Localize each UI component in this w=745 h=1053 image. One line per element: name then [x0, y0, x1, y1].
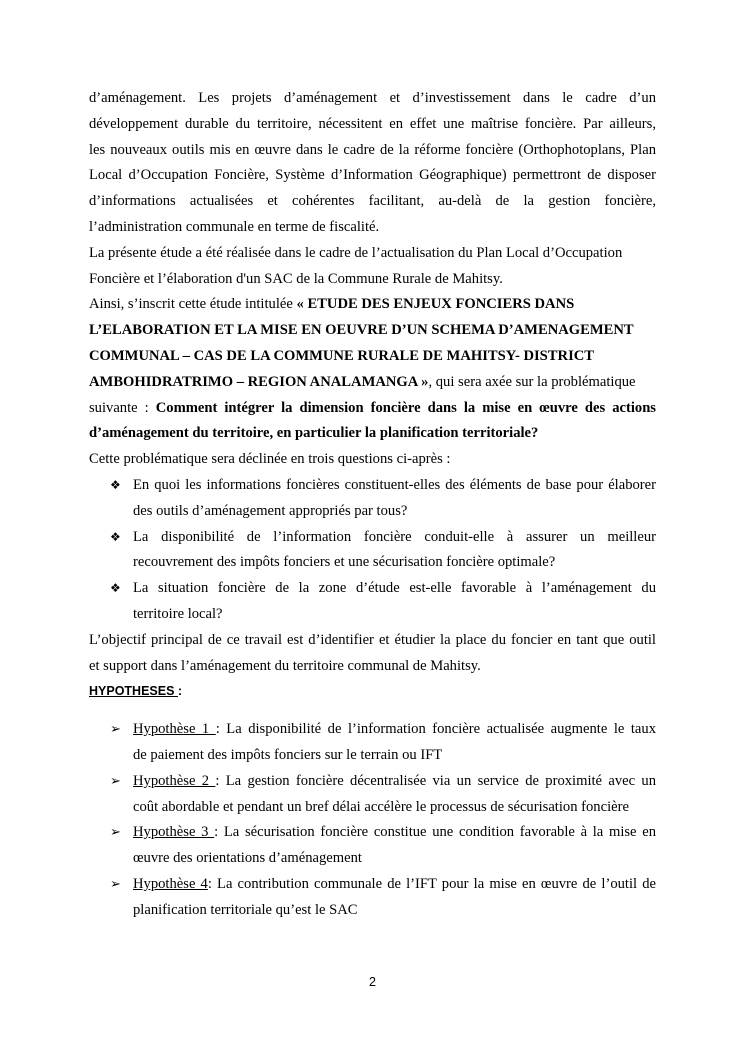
text-line: [89, 525, 656, 551]
hypothesis-label: Hypothèse 1: [133, 721, 216, 738]
text-line: [89, 872, 656, 898]
hypothesis-text: : La gestion foncière décentralisée via un service de proximité avec un: [215, 772, 656, 789]
paragraph-title: [89, 292, 656, 447]
arrow-bullet-icon: ➢: [110, 722, 121, 738]
question-text: La situation foncière de la zone d’étude est-elle favorable à l’aménagement du: [133, 580, 656, 597]
arrow-bullet-icon: ➢: [110, 825, 121, 841]
diamond-bullet-icon: ❖: [110, 477, 121, 492]
text-line: planification territoriale qu’est le SAC: [133, 901, 358, 918]
list-item: [89, 525, 656, 577]
list-item: [89, 473, 656, 525]
list-item: [89, 576, 656, 628]
text-line: territoire local?: [133, 605, 223, 622]
hypotheses-heading-suffix: :: [177, 684, 183, 699]
text-line: Foncière et l’élaboration d'un SAC de la Commune Rurale de Mahitsy.: [89, 270, 503, 287]
paragraph-objective: [89, 628, 656, 680]
text-line: [89, 370, 656, 396]
arrow-bullet-icon: ➢: [110, 773, 121, 789]
text-line: [89, 473, 656, 499]
study-title: AMBOHIDRATRIMO – REGION ANALAMANGA »: [89, 373, 429, 390]
page-number: 2: [369, 975, 376, 989]
hypothesis-text: : La contribution communale de l’IFT pour la mise en œuvre de l’outil de: [207, 875, 656, 892]
title-lead: Ainsi, s’inscrit cette étude intitulée: [89, 296, 297, 313]
text-line: Local d’Occupation Foncière, Système d’Information Géographique) permettront de disposer: [89, 167, 656, 184]
text-line: [89, 820, 656, 846]
problem-lead: suivante :: [89, 399, 156, 416]
text-line: [89, 769, 656, 795]
study-title: « ETUDE DES ENJEUX FONCIERS DANS: [296, 296, 575, 313]
question-text: La disponibilité de l’information foncière conduit-elle à assurer un meilleur: [133, 528, 656, 545]
text-line: [89, 576, 656, 602]
spacer: [89, 705, 656, 717]
study-title: L’ELABORATION ET LA MISE EN OEUVRE D’UN SCHEMA D’AMENAGEMENT: [89, 322, 634, 339]
paragraph-study: [89, 241, 656, 293]
hypothesis-label: Hypothèse 2: [133, 772, 216, 789]
text-line: [89, 396, 656, 422]
arrow-bullet-icon: ➢: [110, 876, 121, 892]
text-line: œuvre des orientations d’aménagement: [133, 850, 362, 867]
list-item: [89, 717, 656, 769]
hypothesis-text: : La sécurisation foncière constitue une condition favorable à la mise en: [214, 824, 656, 841]
hypotheses-list: [89, 717, 656, 923]
paragraph-intro: [89, 86, 656, 241]
list-item: [89, 769, 656, 821]
text-line: [89, 717, 656, 743]
text-line: d’aménagement. Les projets d’aménagement et d’investissement dans le cadre d’un: [89, 90, 656, 106]
hypotheses-heading: [89, 679, 656, 705]
question-text: En quoi les informations foncières constituent-elles des éléments de base pour élaborer: [133, 476, 656, 493]
hypotheses-heading-label: HYPOTHESES: [89, 684, 178, 699]
questions-list: [89, 473, 656, 628]
text-line: recouvrement des impôts fonciers et une sécurisation foncière optimale?: [133, 554, 556, 571]
text-line: L’objectif principal de ce travail est d’identifier et étudier la place du foncier en tant que outil: [89, 631, 656, 648]
diamond-bullet-icon: ❖: [110, 581, 121, 596]
list-item: [89, 820, 656, 872]
title-tail: , qui sera axée sur la problématique: [428, 373, 636, 390]
text-line: développement durable du territoire, nécessitent en effet une maîtrise foncière. Par ailleurs,: [89, 115, 656, 132]
study-title: COMMUNAL – CAS DE LA COMMUNE RURALE DE MAHITSY- DISTRICT: [89, 347, 595, 364]
text-line: de paiement des impôts fonciers sur le terrain ou IFT: [133, 746, 443, 763]
diamond-bullet-icon: ❖: [110, 529, 121, 544]
text-line: d’informations actualisées et cohérentes facilitant, au-delà de la gestion foncière,: [89, 193, 656, 210]
problem-question: Comment intégrer la dimension foncière dans la mise en œuvre des actions: [155, 399, 656, 416]
body-text: [89, 86, 656, 924]
list-item: [89, 872, 656, 924]
text-line: les nouveaux outils mis en œuvre dans le cadre de la réforme foncière (Orthophotoplans, Plan: [89, 141, 656, 158]
questions-intro: Cette problématique sera déclinée en trois questions ci-après :: [89, 451, 451, 468]
hypothesis-label: Hypothèse 3: [133, 824, 215, 841]
text-line: et support dans l’aménagement du territoire communal de Mahitsy.: [89, 657, 481, 674]
text-line: l’administration communale en terme de fiscalité.: [89, 218, 380, 235]
text-line: des outils d’aménagement appropriés par tous?: [133, 502, 408, 519]
hypothesis-text: : La disponibilité de l’information foncière actualisée augmente le taux: [215, 721, 656, 738]
text-line: coût abordable et pendant un bref délai accélère le processus de sécurisation foncière: [133, 798, 629, 815]
hypothesis-label: Hypothèse 4: [133, 875, 208, 892]
text-line: La présente étude a été réalisée dans le cadre de l’actualisation du Plan Local d’Occupation: [89, 244, 623, 261]
text-line: [89, 292, 656, 318]
problem-question: d’aménagement du territoire, en particulier la planification territoriale?: [89, 425, 539, 442]
